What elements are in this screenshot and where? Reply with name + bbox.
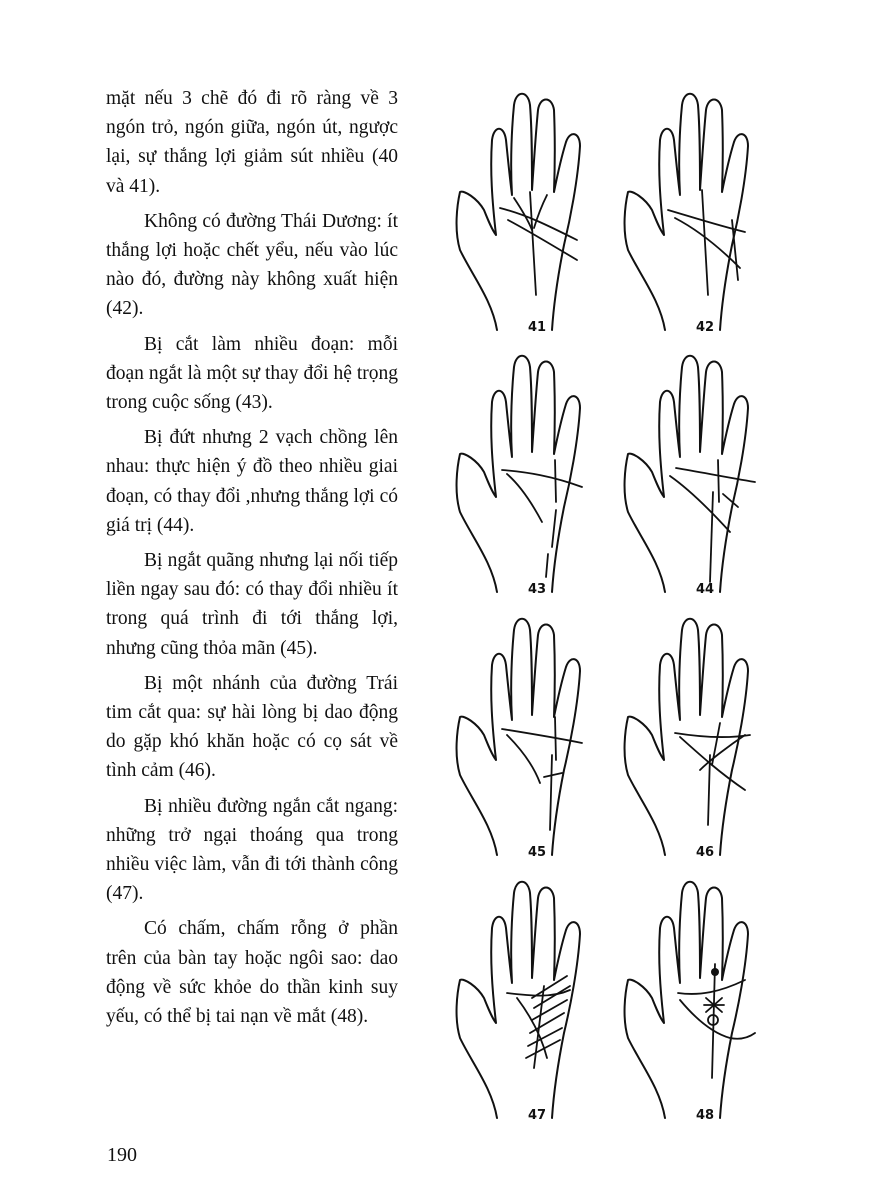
figure-46 [620, 605, 790, 860]
palm-figures [440, 70, 820, 1130]
figure-label: 44 [695, 582, 715, 597]
page-number: 190 [107, 1144, 137, 1166]
palm-drawing-icon [452, 868, 622, 1123]
figure-44 [620, 342, 790, 597]
figure-41 [452, 80, 622, 335]
paragraph-7: Bị nhiều đường ngắn cắt ngang: những trở ngại thoáng qua trong nhiều việc làm, vẫn đi tới thành công (47). [106, 795, 398, 905]
figure-label: 47 [527, 1108, 547, 1123]
figure-label: 46 [695, 845, 715, 860]
palm-drawing-icon [620, 868, 790, 1123]
paragraph-4: Bị đứt nhưng 2 vạch chồng lên nhau: thực hiện ý đồ theo nhiều giai đoạn, có thay đổi ,nhưng thắng lợi có giá trị (44). [106, 427, 398, 536]
palm-drawing-icon [620, 342, 790, 597]
palm-drawing-icon [452, 342, 622, 597]
paragraph-5: Bị ngắt quãng nhưng lại nối tiếp liền ngay sau đó: có thay đổi nhiều ít trong quá trình đi tới thắng lợi, nhưng cũng thỏa mãn (45). [106, 550, 398, 659]
paragraph-6: Bị một nhánh của đường Trái tim cắt qua: sự hài lòng bị dao động do gặp khó khăn hoặc có cọ sát về tình cảm (46). [106, 672, 398, 782]
figure-43 [452, 342, 622, 597]
paragraph-2: Không có đường Thái Dương: ít thắng lợi hoặc chết yểu, nếu vào lúc nào đó, đường này không xuất hiện (42). [106, 210, 398, 320]
paragraph-3: Bị cắt làm nhiều đoạn: mỗi đoạn ngắt là một sự thay đổi hệ trọng trong cuộc sống (43). [106, 333, 398, 414]
figure-label: 42 [695, 320, 715, 335]
figure-42 [620, 80, 790, 335]
palm-drawing-icon [452, 605, 622, 860]
palm-drawing-icon [620, 605, 790, 860]
figure-45 [452, 605, 622, 860]
figure-47 [452, 868, 622, 1123]
figure-label: 43 [527, 582, 547, 597]
palm-drawing-icon [452, 80, 622, 335]
figure-label: 45 [527, 845, 547, 860]
body-text [106, 84, 398, 1037]
paragraph-8: Có chấm, chấm rỗng ở phần trên của bàn tay hoặc ngôi sao: dao động về sức khỏe do thần kinh suy yếu, có thể bị tai nạn về mắt (48). [106, 918, 398, 1028]
figure-label: 48 [695, 1108, 715, 1123]
figure-label: 41 [527, 320, 547, 335]
palm-drawing-icon [620, 80, 790, 335]
figure-48 [620, 868, 790, 1123]
paragraph-1: mặt nếu 3 chẽ đó đi rõ ràng về 3 ngón trỏ, ngón giữa, ngón út, ngược lại, sự thắng lợi giảm sút nhiều (40 và 41). [106, 88, 398, 197]
